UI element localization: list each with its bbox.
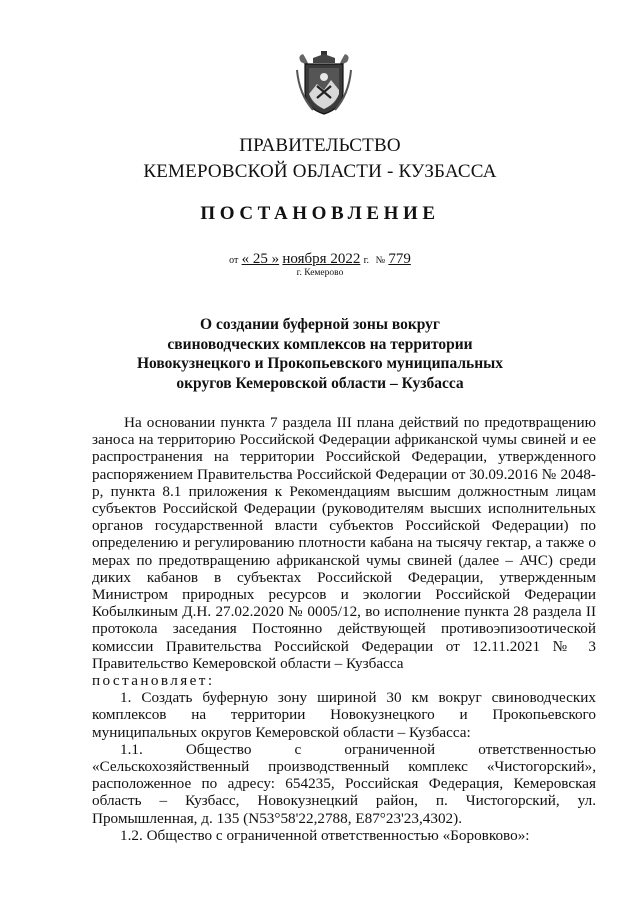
from-label: от: [229, 255, 239, 266]
coat-of-arms-icon: [295, 50, 353, 116]
decree-city: г. Кемерово: [296, 268, 344, 278]
government-name-line2: КЕМЕРОВСКОЙ ОБЛАСТИ - КУЗБАССА: [143, 161, 497, 182]
clause-1-2-paragraph: 1.2. Общество с ограниченной ответственностью «Боровково»:: [120, 826, 530, 844]
subject-line: Новокузнецкого и Прокопьевского муниципальных: [136, 355, 504, 372]
decree-body: [92, 414, 596, 844]
subject-line: свиноводческих комплексов на территории: [167, 335, 473, 353]
decree-resolution-word: постановляет:: [92, 672, 215, 690]
preamble-paragraph: На основании пункта 7 раздела III плана действий по предотвращению заноса на территорию Российской Федерации африканской чумы свиней и ее распространения на территории Российской Федерации, утвержденного распоряжением Правительства Российской Федерации от 30.09.2016 № 2048-р, пункта 8.1 приложения к Рекомендациям высшим должностным лицам субъектов Российской Федерации (руководителям высших исполнительных органов государственной власти субъектов Российской Федерации) по определению и регулированию плотности кабана на тысячу гектар, а также о мерах по предотвращению африканской чумы свиней (далее – АЧС) среди диких кабанов в субъектах Российской Федерации, утвержденным Министром природных ресурсов и экологии Российской Федерации Кобылкиным Д.Н. 27.02.2020 № 0005/12, во исполнение пункта 28 раздела II протокола заседания Постоянно действующей противоэпизоотической комиссии Правительства Российской Федерации от 12.11.2021 № 3 Правительство Кемеровской области – Кузбасса: [92, 414, 596, 672]
subject-line: округов Кемеровской области – Кузбасса: [176, 374, 464, 392]
decree-number: 779: [388, 251, 411, 267]
document-type-title: ПОСТАНОВЛЕНИЕ: [200, 203, 440, 224]
decree-day: « 25 »: [241, 251, 280, 267]
government-name-line1: ПРАВИТЕЛЬСТВО: [239, 135, 401, 156]
clause-1-1-paragraph: 1.1. Общество с ограниченной ответственностью «Сельскохозяйственный производственный комплекс «Чистогорский», расположенное по адресу: 654235, Российская Федерация, Кемеровская область – Кузбасс, Новокузнецкий район, п. Чистогорский, ул. Промышленная, д. 135 (N53°58'22,2788, E87°23'23,4302).: [92, 740, 596, 827]
year-suffix: г.: [363, 255, 370, 266]
decree-subject: [110, 315, 530, 393]
subject-line: О создании буферной зоны вокруг: [200, 316, 440, 333]
number-label: №: [375, 255, 386, 266]
clause-1-paragraph: 1. Создать буферную зону шириной 30 км вокруг свиноводческих комплексов на территории Новокузнецкого и Прокопьевского муниципальных округов Кемеровской области – Кузбасса:: [92, 689, 596, 741]
decree-date-number: [0, 251, 640, 268]
decree-month-year: ноября 2022: [282, 251, 361, 267]
